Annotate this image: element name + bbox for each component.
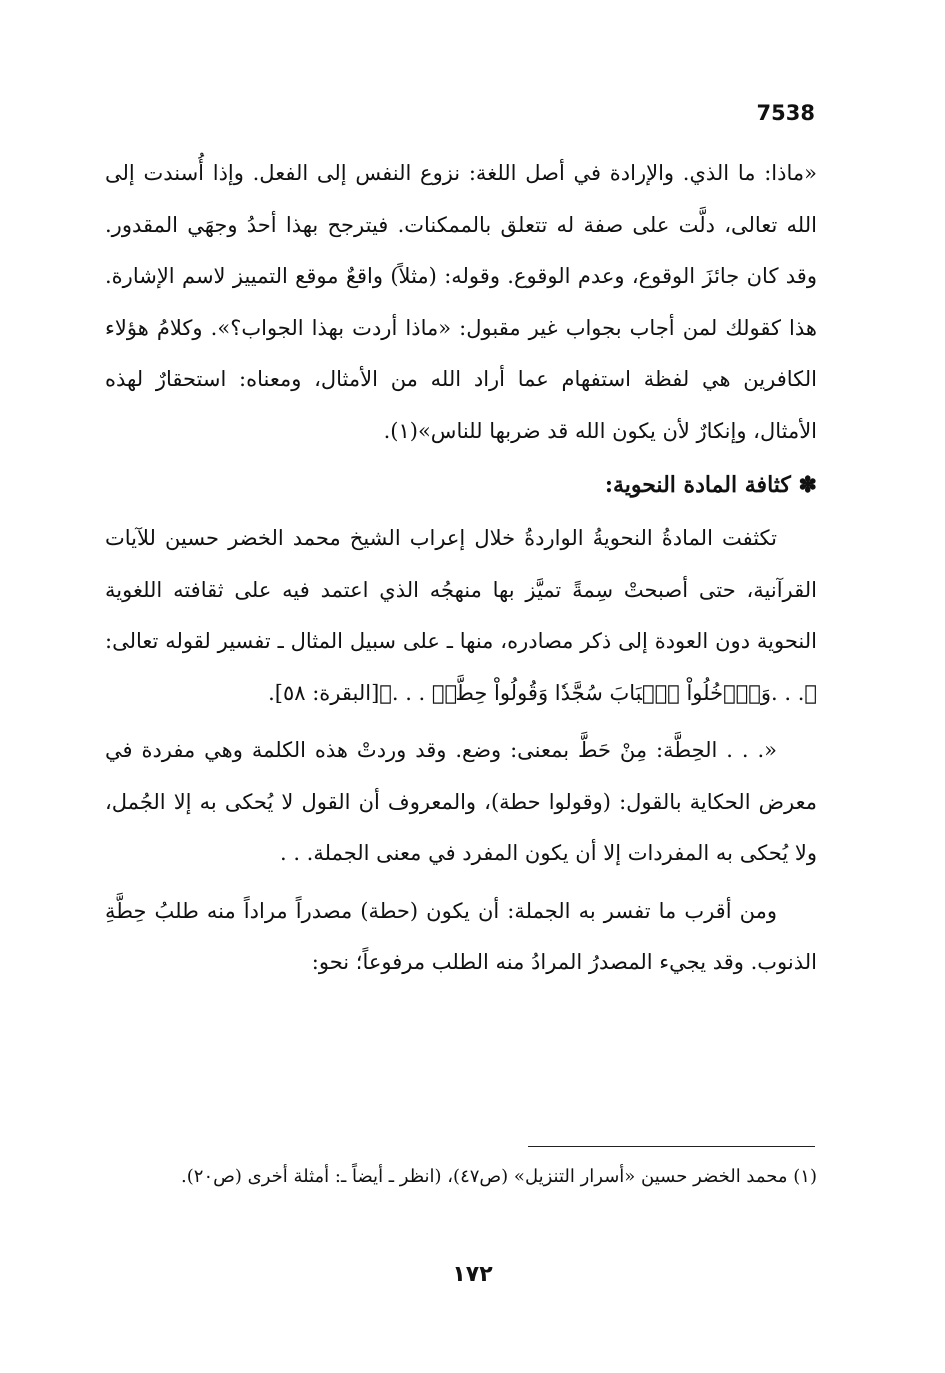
page-number: ١٧٢ xyxy=(452,1262,493,1287)
paragraph-2: تكثفت المادةُ النحويةُ الواردةُ خلال إعراب الشيخ محمد الخضر حسين للآيات القرآنية، حتى أصبحتْ سِمةً تميَّز بها منهجُه الذي اعتمد فيه على ثقافته اللغوية النحوية دون العودة إلى ذكر مصادره، منها ـ على سبيل المثال ـ تفسير لقوله تعالى: ﴿. . .وَٱدۡخُلُواْ ٱلۡبَابَ سُجَّدٗا وَقُولُواْ حِطَّةٞ . . .﴾[البقرة: ٥٨]. xyxy=(105,526,817,705)
footnote: (١) محمد الخضر حسين «أسرار التنزيل» (ص٤٧)، (انظر ـ أيضاً ـ: أمثلة أخرى (ص٢٠). xyxy=(181,1166,817,1187)
quoted-paragraph-3: «. . . الحِطَّة: مِنْ حَطَّ بمعنى: وضع. وقد وردتْ هذه الكلمة وهي مفردة في معرض الحكاية بالقول: (وقولوا حطة)، والمعروف أن القول لا يُحكى به إلا الجُمل، ولا يُحكى به المفردات إلا أن يكون المفرد في معنى الجملة. . . xyxy=(105,738,817,865)
quoted-paragraph-1: «ماذا: ما الذي. والإرادة في أصل اللغة: نزوع النفس إلى الفعل. وإذا أُسندت إلى الله تعالى، دلَّت على صفة له تتعلق بالممكنات. فيترجح بهذا أحدُ وجهَي المقدور. وقد كان جائزَ الوقوع، وعدم الوقوع. وقوله: (مثلاً) واقعٌ موقع التمييز لاسم الإشارة. هذا كقولك لمن أجاب بجواب غير مقبول: «ماذا أردت بهذا الجواب؟». وكلامُ هؤلاء الكافرين هي لفظة استفهام عما أراد الله من الأمثال، ومعناه: استحقارٌ لهذه الأمثال، وإنكارٌ لأن يكون الله قد ضربها للناس»(١). xyxy=(105,161,817,443)
footnote-divider xyxy=(528,1146,815,1147)
page-reference-number: 7538 xyxy=(756,101,815,125)
section-heading: ✽ كثافة المادة النحوية: xyxy=(604,472,817,498)
paragraph-4: ومن أقرب ما تفسر به الجملة: أن يكون (حطة) مصدراً مراداً منه طلبُ حِطَّةِ الذنوب. وقد يجيء المصدرُ المرادُ منه الطلب مرفوعاً؛ نحو: xyxy=(105,898,817,974)
page-body xyxy=(105,148,817,989)
